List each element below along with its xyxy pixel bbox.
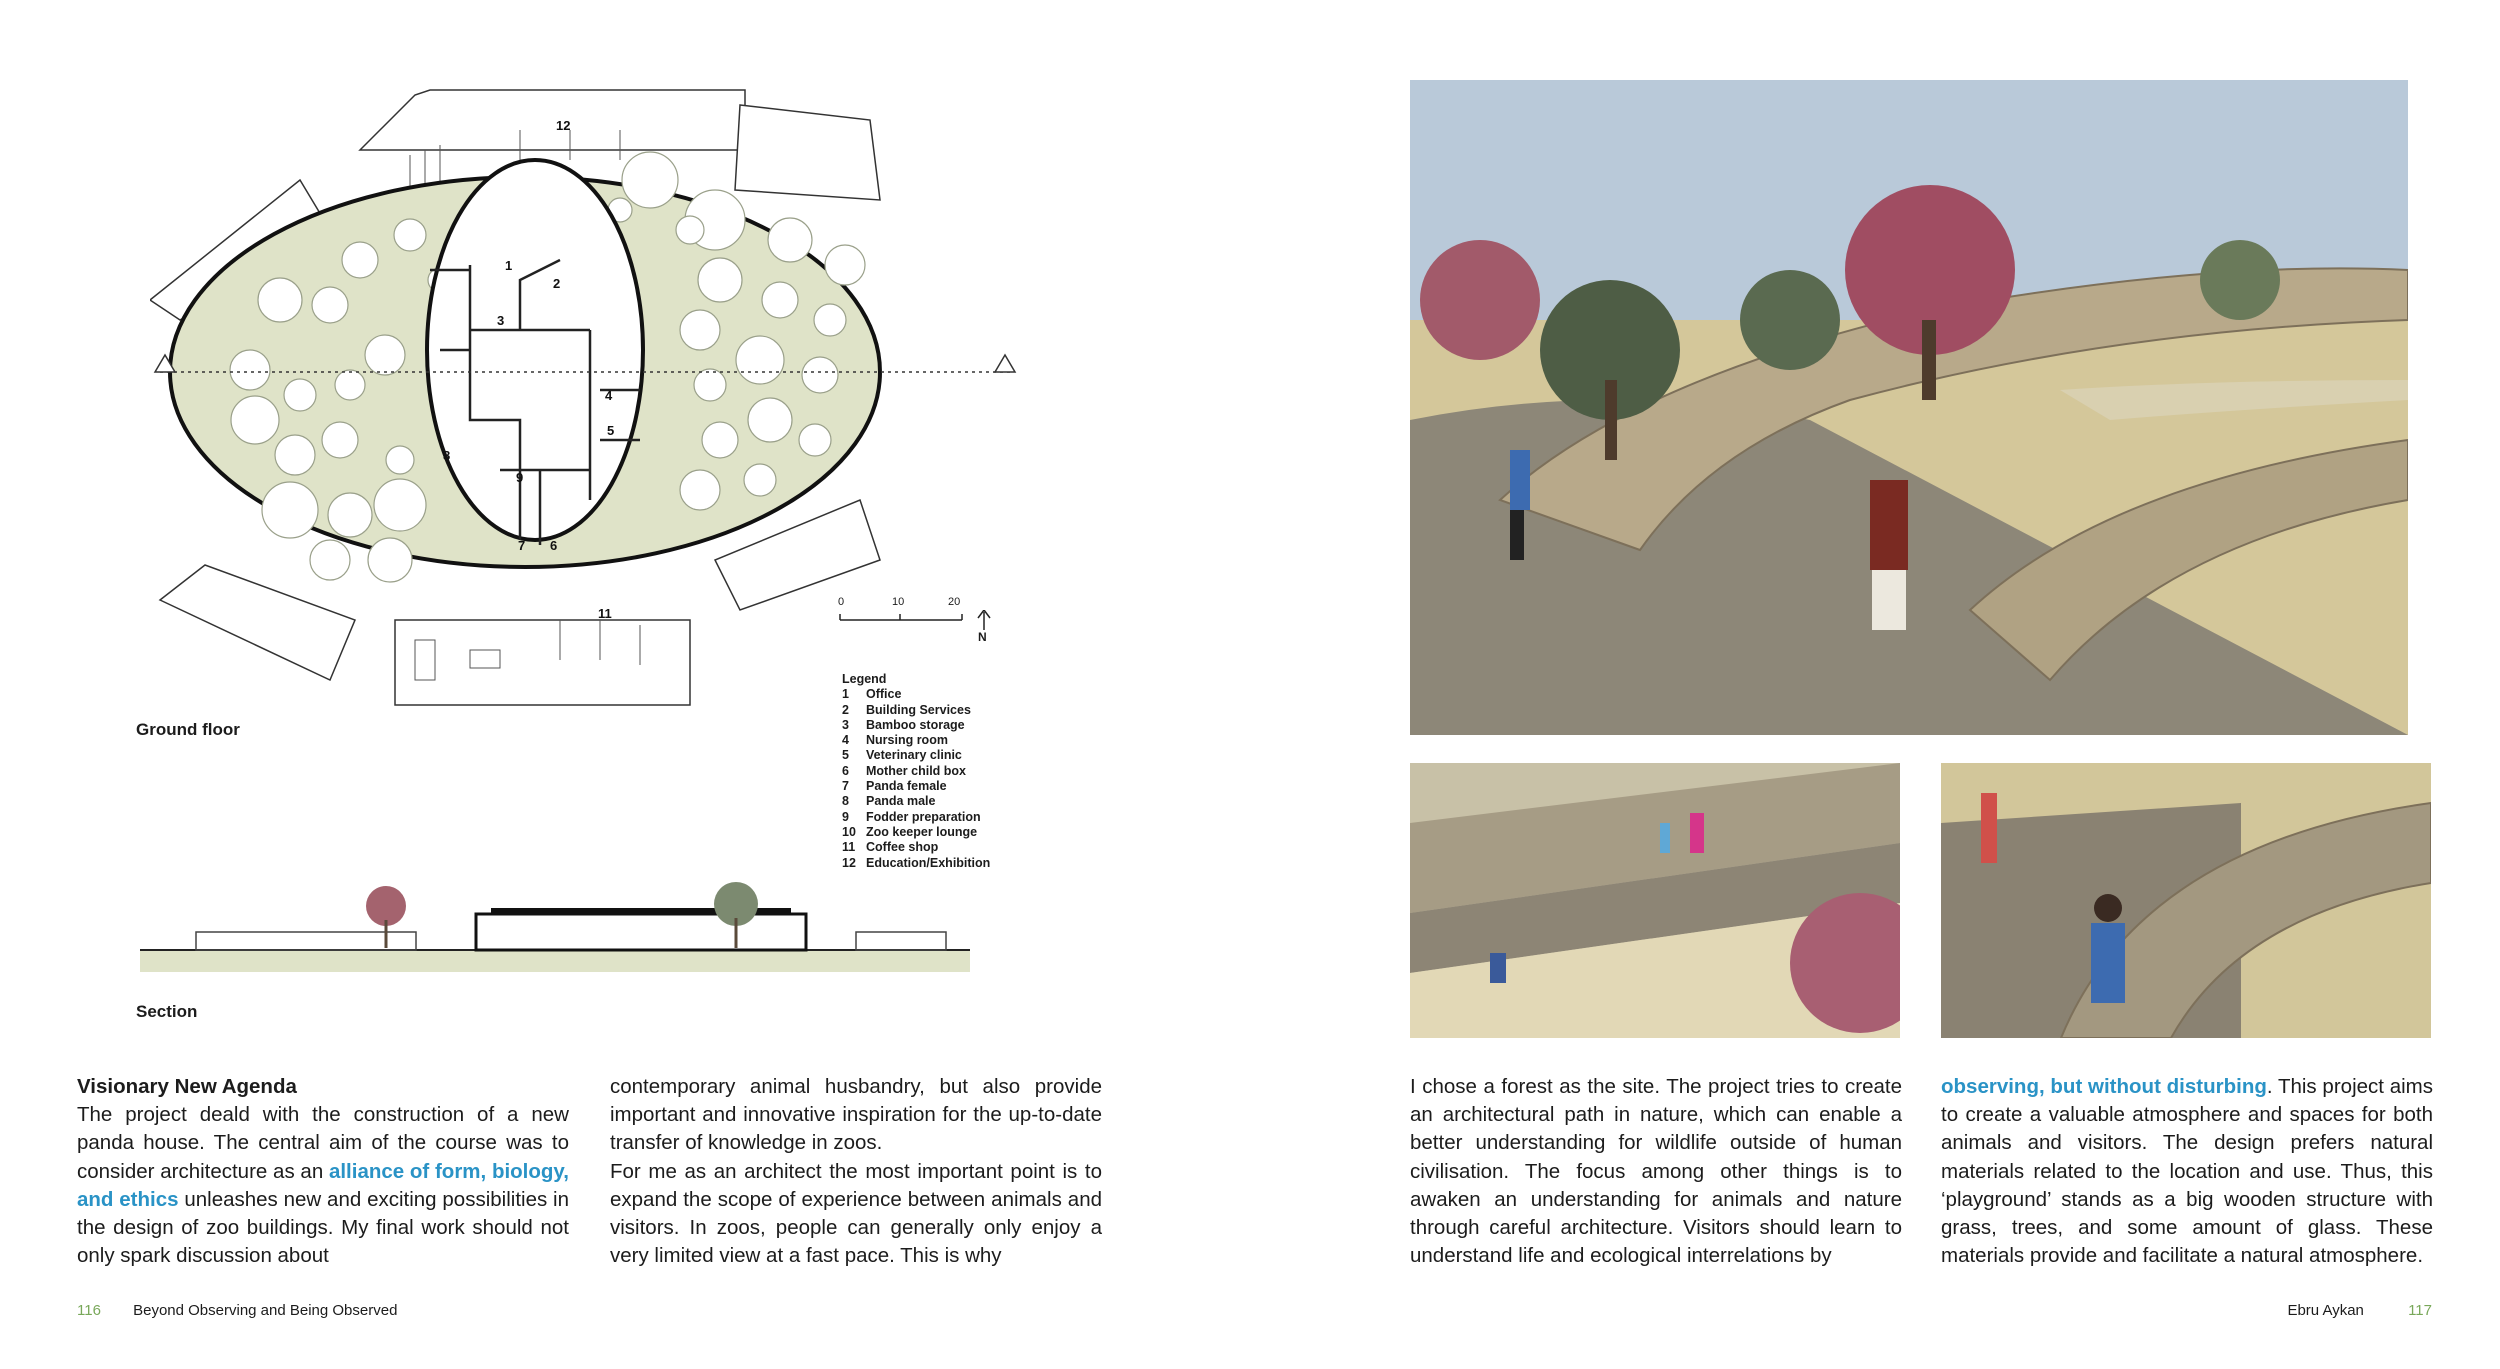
plan-number: 1 bbox=[505, 258, 513, 273]
plan-number: 4 bbox=[605, 388, 613, 403]
legend-item: 5 Veterinary clinic bbox=[842, 748, 962, 763]
plan-number: 7 bbox=[518, 538, 526, 553]
page-number: 117 bbox=[2408, 1302, 2432, 1319]
legend-item: 8 Panda male bbox=[842, 794, 936, 809]
legend-item: 6 Mother child box bbox=[842, 763, 966, 778]
text-column-3 bbox=[1410, 1073, 1902, 1270]
scale-tick: 0 bbox=[838, 596, 845, 608]
body-paragraph: For me as an architect the most important point is to expand the scope of experience between animals and visitors. In zoos, people can generally only enjoy a very limited view at a fast pace. This is why bbox=[610, 1159, 1102, 1268]
main-rendering bbox=[1410, 80, 2408, 735]
section-heading: Visionary New Agenda bbox=[77, 1075, 297, 1098]
plan-number: 12 bbox=[556, 118, 571, 133]
legend-item: 9 Fodder preparation bbox=[842, 809, 981, 824]
plan-number: 5 bbox=[607, 423, 615, 438]
legend-item: 11 Coffee shop bbox=[842, 840, 939, 855]
legend bbox=[842, 672, 990, 871]
highlight-text: alliance of form, biology, and ethics bbox=[77, 1159, 569, 1211]
legend-item: 2 Building Services bbox=[842, 702, 971, 717]
rendering-path bbox=[1410, 763, 1900, 1038]
plan-number: 9 bbox=[516, 470, 524, 485]
plan-number: 11 bbox=[598, 606, 612, 621]
footer-right bbox=[2287, 1302, 2432, 1319]
scale-tick: 10 bbox=[892, 596, 905, 608]
legend-item: 10 Zoo keeper lounge bbox=[842, 824, 978, 839]
text-column-4 bbox=[1941, 1073, 2433, 1270]
body-text: unleashes new and exciting possibilities in the design of zoo buildings. My final work should not only spark discussion about bbox=[77, 1187, 569, 1268]
scale-bar bbox=[838, 596, 998, 646]
page-number: 116 bbox=[77, 1302, 101, 1319]
body-paragraph: I chose a forest as the site. The project tries to create an architectural path in nature, which can enable a better understanding for wildlife outside of human civilisation. The focus among other things is to awaken an understanding for animals and nature through careful architecture. Visitors should learn to understand life and ecological interrelations by bbox=[1410, 1075, 1902, 1268]
plan-number: 6 bbox=[550, 538, 558, 553]
plan-number: 2 bbox=[553, 276, 561, 291]
plan-number: 8 bbox=[443, 448, 451, 463]
text-column-1 bbox=[77, 1073, 569, 1270]
footer-left bbox=[77, 1302, 397, 1319]
author-name: Ebru Aykan bbox=[2287, 1302, 2364, 1319]
legend-title: Legend bbox=[842, 672, 887, 686]
scale-tick: 20 bbox=[948, 596, 961, 608]
running-title: Beyond Observing and Being Observed bbox=[133, 1302, 398, 1319]
legend-item: 3 Bamboo storage bbox=[842, 717, 965, 732]
section-drawing bbox=[136, 870, 976, 980]
legend-item: 1 Office bbox=[842, 687, 902, 702]
body-paragraph: contemporary animal husbandry, but also provide important and innovative inspiration for the up-to-date transfer of knowledge in zoos. bbox=[610, 1075, 1102, 1155]
north-arrow-icon: N bbox=[978, 630, 987, 644]
body-text: The project deald with the construction of a new panda house. The central aim of the course was to consider architecture as an bbox=[77, 1103, 569, 1183]
highlight-text: observing, but without disturbing bbox=[1941, 1075, 2267, 1098]
plan-label: Ground floor bbox=[136, 720, 240, 739]
legend-item: 12 Education/Exhibition bbox=[842, 855, 991, 870]
plan-number: 3 bbox=[497, 313, 505, 328]
text-column-2 bbox=[610, 1073, 1102, 1270]
section-label: Section bbox=[136, 1002, 198, 1021]
body-text: . This project aims to create a valuable atmosphere and spaces for both animals and visitors. The design prefers natural materials related to the location and use. Thus, this ‘playground’ stands as a big wooden structure with grass, trees, and some amount of glass. These materials provide and facilitate a natural atmosphere. bbox=[1941, 1075, 2433, 1268]
legend-item: 4 Nursing room bbox=[842, 733, 948, 748]
rendering-wall bbox=[1941, 763, 2431, 1038]
legend-item: 7 Panda female bbox=[842, 779, 947, 794]
